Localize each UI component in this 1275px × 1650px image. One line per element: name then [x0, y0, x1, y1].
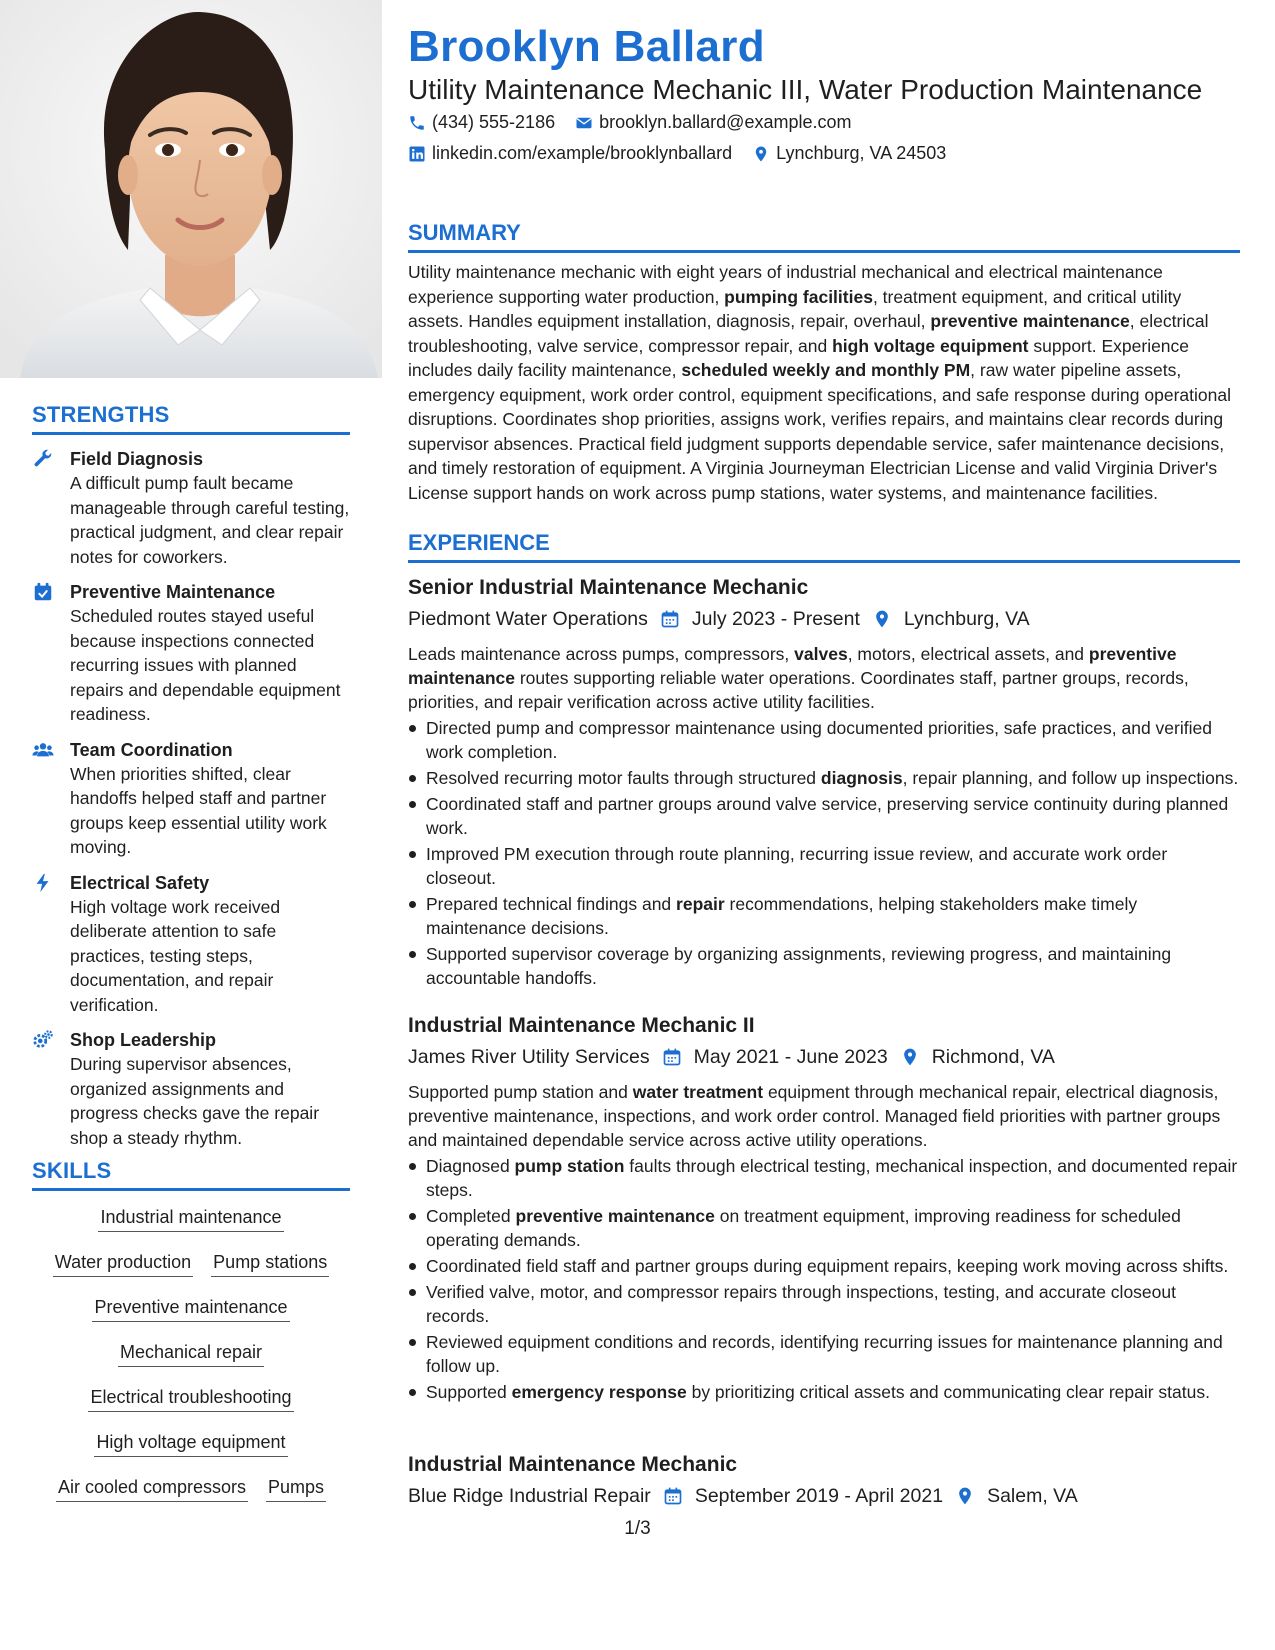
strength-item [32, 871, 350, 1018]
strength-title: Team Coordination [70, 739, 233, 760]
bullet-run: Completed [426, 1206, 516, 1226]
phone-text: (434) 555-2186 [432, 112, 556, 132]
summary-run: Utility maintenance mechanic with eight years of industrial mechanical and electrical maintenance experience supporting water production, [408, 262, 1163, 307]
description-run: Supported pump station and [408, 1082, 633, 1102]
job-meta [408, 1042, 1240, 1072]
bullet-run: Resolved recurring motor faults through structured [426, 768, 821, 788]
skill-row [32, 1242, 350, 1287]
job-meta [408, 604, 1240, 634]
skill-tag: Electrical troubleshooting [88, 1387, 293, 1412]
bolt-icon [32, 872, 54, 894]
strength-title: Electrical Safety [70, 872, 210, 893]
strength-title: Field Diagnosis [70, 449, 204, 469]
bullet-run: recommendations, helping stakeholders make timely maintenance decisions. [426, 894, 1138, 938]
bullet-run: Reviewed equipment conditions and records, identifying recurring issues for maintenance planning and follow up. [426, 1332, 1223, 1376]
bullet-run: , repair planning, and follow up inspections. [902, 768, 1239, 788]
job-description [408, 642, 1240, 714]
bold-keyword: valves [794, 644, 848, 664]
skill-tag: Water production [53, 1252, 193, 1277]
strength-item [32, 1028, 350, 1150]
bullet-run: Supported [426, 1382, 512, 1402]
summary-run: support. Experience includes daily facility maintenance, [408, 335, 1190, 380]
summary-run: , treatment equipment, and critical utility assets. Handles equipment installation, diagnosis, repair, overhaul, [408, 286, 1182, 331]
skill-tag: Preventive maintenance [92, 1297, 289, 1322]
bold-keyword: high voltage equipment [832, 335, 1029, 356]
envelope-icon [575, 114, 593, 132]
strength-text: During supervisor absences, organized assignments and progress checks gave the repair shop a steady rhythm. [70, 1054, 320, 1148]
job-bullets [408, 1154, 1240, 1404]
email-contact[interactable] [575, 112, 851, 133]
strength-text: Scheduled routes stayed useful because inspections connected recurring issues with planned repairs and dependable equipment readiness. [70, 606, 341, 724]
phone-icon [408, 114, 426, 132]
skill-tag: Pumps [266, 1477, 326, 1502]
email-text: brooklyn.ballard@example.com [599, 112, 852, 132]
skill-row [32, 1197, 350, 1242]
bullet-run: Improved PM execution through route planning, recurring issue review, and accurate work order closeout. [426, 844, 1168, 888]
skill-tag: High voltage equipment [94, 1432, 287, 1457]
job-bullet [426, 1204, 1240, 1252]
job-bullet [426, 1154, 1240, 1202]
job-entry [408, 1012, 1240, 1406]
map-pin-icon [872, 609, 892, 629]
users-icon [32, 739, 54, 761]
calendar-icon [660, 609, 680, 629]
bullet-run: Coordinated staff and partner groups around valve service, preserving service continuity during planned work. [426, 794, 1229, 838]
job-bullet [426, 1254, 1240, 1278]
bold-keyword: preventive maintenance [515, 1206, 715, 1226]
summary-heading: SUMMARY [408, 220, 1240, 253]
bullet-run: Directed pump and compressor maintenance using documented priorities, safe practices, and verified work completion. [426, 718, 1212, 762]
strengths-heading: STRENGTHS [32, 402, 350, 435]
company-name: James River Utility Services [408, 1045, 650, 1068]
skills-list [32, 1197, 350, 1512]
contact-row-2 [408, 143, 946, 164]
job-bullet [426, 842, 1240, 890]
job-bullet [426, 766, 1240, 790]
gears-icon [32, 1029, 54, 1051]
job-title: Industrial Maintenance Mechanic [408, 1453, 738, 1476]
bold-keyword: water treatment [632, 1082, 764, 1102]
strength-item [32, 580, 350, 727]
bold-keyword: pump station [514, 1156, 625, 1176]
skill-row [32, 1422, 350, 1467]
company-name: Blue Ridge Industrial Repair [408, 1484, 651, 1507]
job-bullets [408, 716, 1240, 990]
job-title: Senior Industrial Maintenance Mechanic [408, 576, 809, 599]
bold-keyword: scheduled weekly and monthly PM [681, 360, 971, 380]
bullet-run: by prioritizing critical assets and communicating clear repair status. [686, 1382, 1210, 1402]
calendar-icon [662, 1047, 682, 1067]
bold-keyword: emergency response [511, 1382, 687, 1402]
strength-title: Shop Leadership [70, 1030, 217, 1050]
job-dates: May 2021 - June 2023 [693, 1045, 888, 1068]
candidate-role: Utility Maintenance Mechanic III, Water Production Maintenance [408, 74, 1203, 105]
job-bullet [426, 892, 1240, 940]
skill-row [32, 1332, 350, 1377]
location-contact [752, 143, 946, 164]
job-location: Lynchburg, VA [903, 607, 1030, 630]
job-location: Salem, VA [987, 1484, 1078, 1507]
skill-tag: Mechanical repair [118, 1342, 264, 1367]
bullet-run: faults through electrical testing, mechanical inspection, and documented repair steps. [426, 1156, 1238, 1200]
job-dates: July 2023 - Present [691, 607, 860, 630]
linkedin-icon [408, 145, 426, 163]
portrait-illustration [0, 0, 382, 378]
strength-item [32, 447, 350, 569]
job-bullet [426, 1330, 1240, 1378]
linkedin-contact[interactable] [408, 143, 732, 164]
description-run: equipment through mechanical repair, electrical diagnosis, preventive maintenance, inspections, and work order control. Managed field priorities with partner groups and maintained dependable service across active utility operations. [408, 1082, 1221, 1150]
description-run: , motors, electrical assets, and [847, 644, 1089, 664]
bullet-run: on treatment equipment, improving readiness for scheduled operating demands. [426, 1206, 1181, 1250]
description-run: routes supporting reliable water operations. Coordinates staff, partner groups, records, priorities, and repair verification across active utility facilities. [408, 668, 1189, 712]
map-pin-icon [900, 1047, 920, 1067]
job-bullet [426, 1280, 1240, 1328]
skill-tag: Industrial maintenance [98, 1207, 283, 1232]
summary-run: , raw water pipeline assets, emergency equipment, work order control, equipment specifications, and safe response during operational disruptions. Coordinates shop priorities, assigns work, verifies repairs, and maintains clear records during supervisor absences. Practical field judgment supports dependable service, safer maintenance decisions, and timely restoration of equipment. A Virginia Journeyman Electrician License and valid Virginia Driver's License support hands on work across pump stations, water systems, and maintenance facilities. [408, 360, 1231, 503]
company-name: Piedmont Water Operations [408, 607, 648, 630]
strength-title: Preventive Maintenance [70, 582, 276, 602]
map-pin-icon [955, 1486, 975, 1506]
job-bullet [426, 716, 1240, 764]
strength-text: A difficult pump fault became manageable through careful testing, practical judgment, and clear repair notes for coworkers. [70, 473, 350, 567]
job-meta [408, 1481, 1240, 1511]
wrench-icon [32, 448, 54, 470]
bullet-run: Coordinated field staff and partner groups during equipment repairs, keeping work moving across shifts. [426, 1256, 1229, 1276]
skill-row [32, 1377, 350, 1422]
linkedin-text: linkedin.com/example/brooklynballard [432, 143, 733, 163]
skill-tag: Pump stations [211, 1252, 329, 1277]
location-text: Lynchburg, VA 24503 [776, 143, 947, 163]
bold-keyword: preventive maintenance [930, 311, 1130, 331]
job-description [408, 1080, 1240, 1152]
profile-photo [0, 0, 382, 378]
strengths-section [32, 402, 350, 1150]
calendar-check-icon [32, 581, 54, 603]
left-column [0, 0, 382, 1650]
bullet-run: Prepared technical findings and [426, 894, 677, 914]
summary-text [408, 260, 1240, 505]
bullet-run: Verified valve, motor, and compressor repairs through inspections, testing, and accurate closeout records. [426, 1282, 1176, 1326]
job-bullet [426, 942, 1240, 990]
job-dates: September 2019 - April 2021 [694, 1484, 944, 1507]
bold-keyword: preventive maintenance [408, 644, 1177, 688]
summary-run: , electrical troubleshooting, valve service, compressor repair, and [408, 311, 1209, 356]
skills-section [32, 1158, 350, 1512]
job-entry [408, 1451, 1240, 1511]
description-run: Leads maintenance across pumps, compressors, [408, 644, 795, 664]
bold-keyword: pumping facilities [724, 286, 873, 307]
strength-text: High voltage work received deliberate attention to safe practices, testing steps, documentation, and repair verification. [70, 896, 281, 1015]
bullet-run: Diagnosed [426, 1156, 515, 1176]
skills-heading: SKILLS [32, 1158, 350, 1191]
job-location: Richmond, VA [931, 1045, 1055, 1068]
contact-row-1 [408, 112, 851, 133]
strength-item [32, 738, 350, 860]
skill-row [32, 1287, 350, 1332]
skill-tag: Air cooled compressors [56, 1477, 248, 1502]
job-bullet [426, 792, 1240, 840]
calendar-icon [663, 1486, 683, 1506]
job-entry [408, 574, 1240, 992]
phone-contact[interactable] [408, 112, 555, 133]
job-title: Industrial Maintenance Mechanic II [408, 1014, 755, 1037]
candidate-name: Brooklyn Ballard [408, 22, 765, 71]
page-number: 1/3 [624, 1518, 651, 1539]
bold-keyword: repair [676, 894, 725, 914]
job-bullet [426, 1380, 1240, 1404]
strength-text: When priorities shifted, clear handoffs helped staff and partner groups keep essential utility work moving. [70, 763, 327, 857]
map-pin-icon [752, 145, 770, 163]
bold-keyword: diagnosis [820, 768, 903, 788]
skill-row [32, 1467, 350, 1512]
bullet-run: Supported supervisor coverage by organizing assignments, reviewing progress, and maintaining accountable handoffs. [426, 944, 1172, 988]
experience-heading: EXPERIENCE [408, 530, 1240, 563]
